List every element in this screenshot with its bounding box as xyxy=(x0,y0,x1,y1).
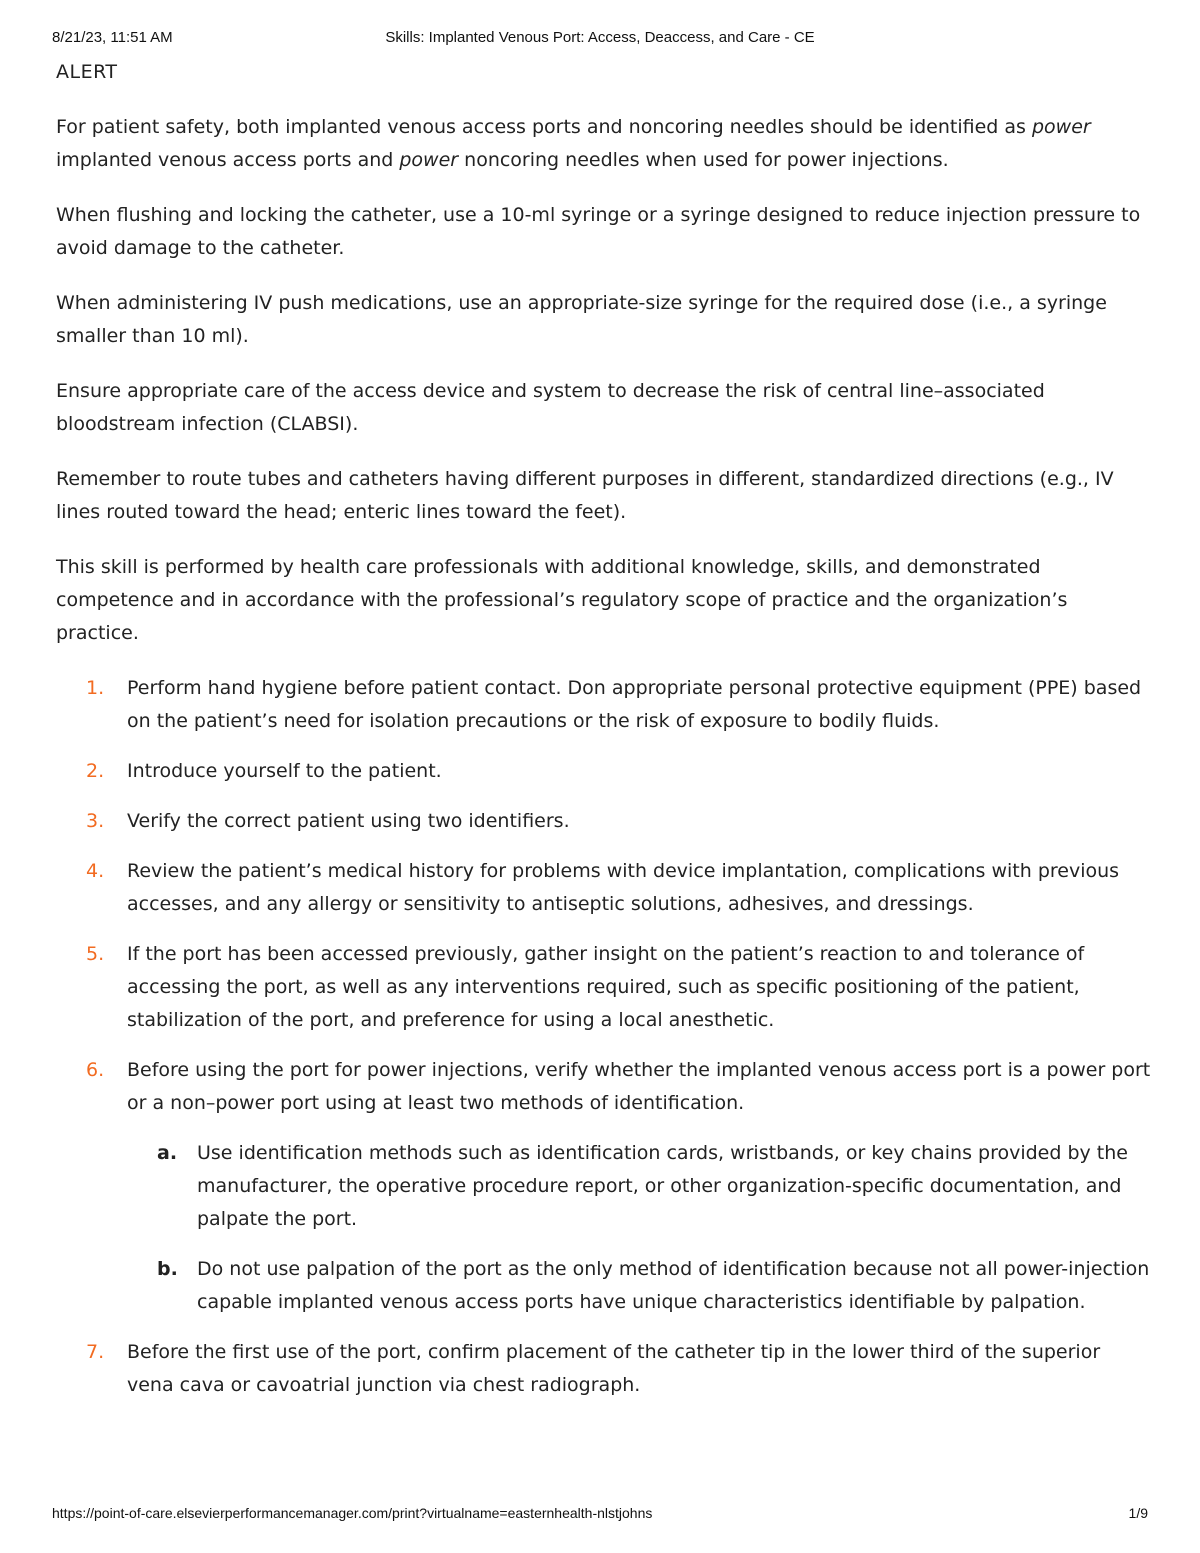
step-text: If the port has been accessed previously, gather insight on the patient’s reaction to and tolerance of accessing the port, as well as any interventions required, such as specific positioning of the patient, stabilization of the port, and preference for using a local anesthetic. xyxy=(127,943,1085,1031)
step-number: 1. xyxy=(86,677,105,699)
step-item xyxy=(56,1336,1152,1402)
step-text: Perform hand hygiene before patient contact. Don appropriate personal protective equipment (PPE) based on the patient’s need for isolation precautions or the risk of exposure to bodily fluids. xyxy=(127,677,1142,732)
safety-text-2: implanted venous access ports and xyxy=(56,149,400,171)
step-text: Review the patient’s medical history for problems with device implantation, complications with previous accesses, and any allergy or sensitivity to antiseptic solutions, adhesives, and dressings. xyxy=(127,860,1120,915)
step-number: 4. xyxy=(86,860,105,882)
step-text: Before using the port for power injections, verify whether the implanted venous access port is a power port or a non–power port using at least two methods of identification. xyxy=(127,1059,1151,1114)
step-item xyxy=(56,672,1152,738)
print-page-title: Skills: Implanted Venous Port: Access, Deaccess, and Care - CE xyxy=(385,29,815,46)
page-indicator: 1/9 xyxy=(1128,1505,1148,1521)
step-number: 3. xyxy=(86,810,105,832)
procedure-steps xyxy=(56,672,1152,1402)
step-text: Introduce yourself to the patient. xyxy=(127,760,442,782)
scope-paragraph: This skill is performed by health care professionals with additional knowledge, skills, and demonstrated competence and in accordance with the professional’s regulatory scope of practice and the organization’s practice. xyxy=(56,556,1068,644)
safety-text-1: For patient safety, both implanted venous access ports and noncoring needles should be identified as xyxy=(56,116,1032,138)
alert-paragraph-iv-push: When administering IV push medications, use an appropriate-size syringe for the required dose (i.e., a syringe smaller than 10 ml). xyxy=(56,292,1107,347)
step-item xyxy=(56,855,1152,921)
step-item xyxy=(56,938,1152,1037)
step-number: 2. xyxy=(86,760,105,782)
alert-paragraph-syringe-flush: When flushing and locking the catheter, use a 10-ml syringe or a syringe designed to reduce injection pressure to avoid damage to the catheter. xyxy=(56,204,1141,259)
alert-safety-paragraph xyxy=(56,111,1152,177)
substep-letter: b. xyxy=(157,1258,178,1280)
document-content xyxy=(56,56,1152,1419)
safety-text-3: noncoring needles when used for power injections. xyxy=(458,149,949,171)
substep-item xyxy=(127,1137,1152,1236)
alert-heading: ALERT xyxy=(56,61,118,83)
step-number: 5. xyxy=(86,943,105,965)
substep-item xyxy=(127,1253,1152,1319)
step-item xyxy=(56,755,1152,788)
alert-paragraph-routing: Remember to route tubes and catheters having different purposes in different, standardized directions (e.g., IV lines routed toward the head; enteric lines toward the feet). xyxy=(56,468,1114,523)
step-number: 6. xyxy=(86,1059,105,1081)
safety-emphasis-2: power xyxy=(399,149,459,171)
step-number: 7. xyxy=(86,1341,105,1363)
substep-text: Use identification methods such as identification cards, wristbands, or key chains provided by the manufacturer, the operative procedure report, or other organization-specific documentation, and palpate the port. xyxy=(197,1142,1128,1230)
safety-emphasis-1: power xyxy=(1031,116,1091,138)
step-item xyxy=(56,805,1152,838)
print-datetime: 8/21/23, 11:51 AM xyxy=(52,29,173,46)
substep-text: Do not use palpation of the port as the only method of identification because not all power-injection capable implanted venous access ports have unique characteristics identifiable by palpation. xyxy=(197,1258,1150,1313)
step-text: Before the first use of the port, confirm placement of the catheter tip in the lower third of the superior vena cava or cavoatrial junction via chest radiograph. xyxy=(127,1341,1101,1396)
step-text: Verify the correct patient using two identifiers. xyxy=(127,810,570,832)
print-footer xyxy=(52,1505,1148,1525)
step-item xyxy=(56,1054,1152,1319)
print-header xyxy=(52,29,1148,49)
substep-list xyxy=(127,1137,1152,1319)
alert-paragraph-clabsi: Ensure appropriate care of the access device and system to decrease the risk of central line–associated bloodstream infection (CLABSI). xyxy=(56,380,1045,435)
substep-letter: a. xyxy=(157,1142,178,1164)
print-url: https://point-of-care.elsevierperformancemanager.com/print?virtualname=easternhealth-nlstjohns xyxy=(52,1505,653,1521)
